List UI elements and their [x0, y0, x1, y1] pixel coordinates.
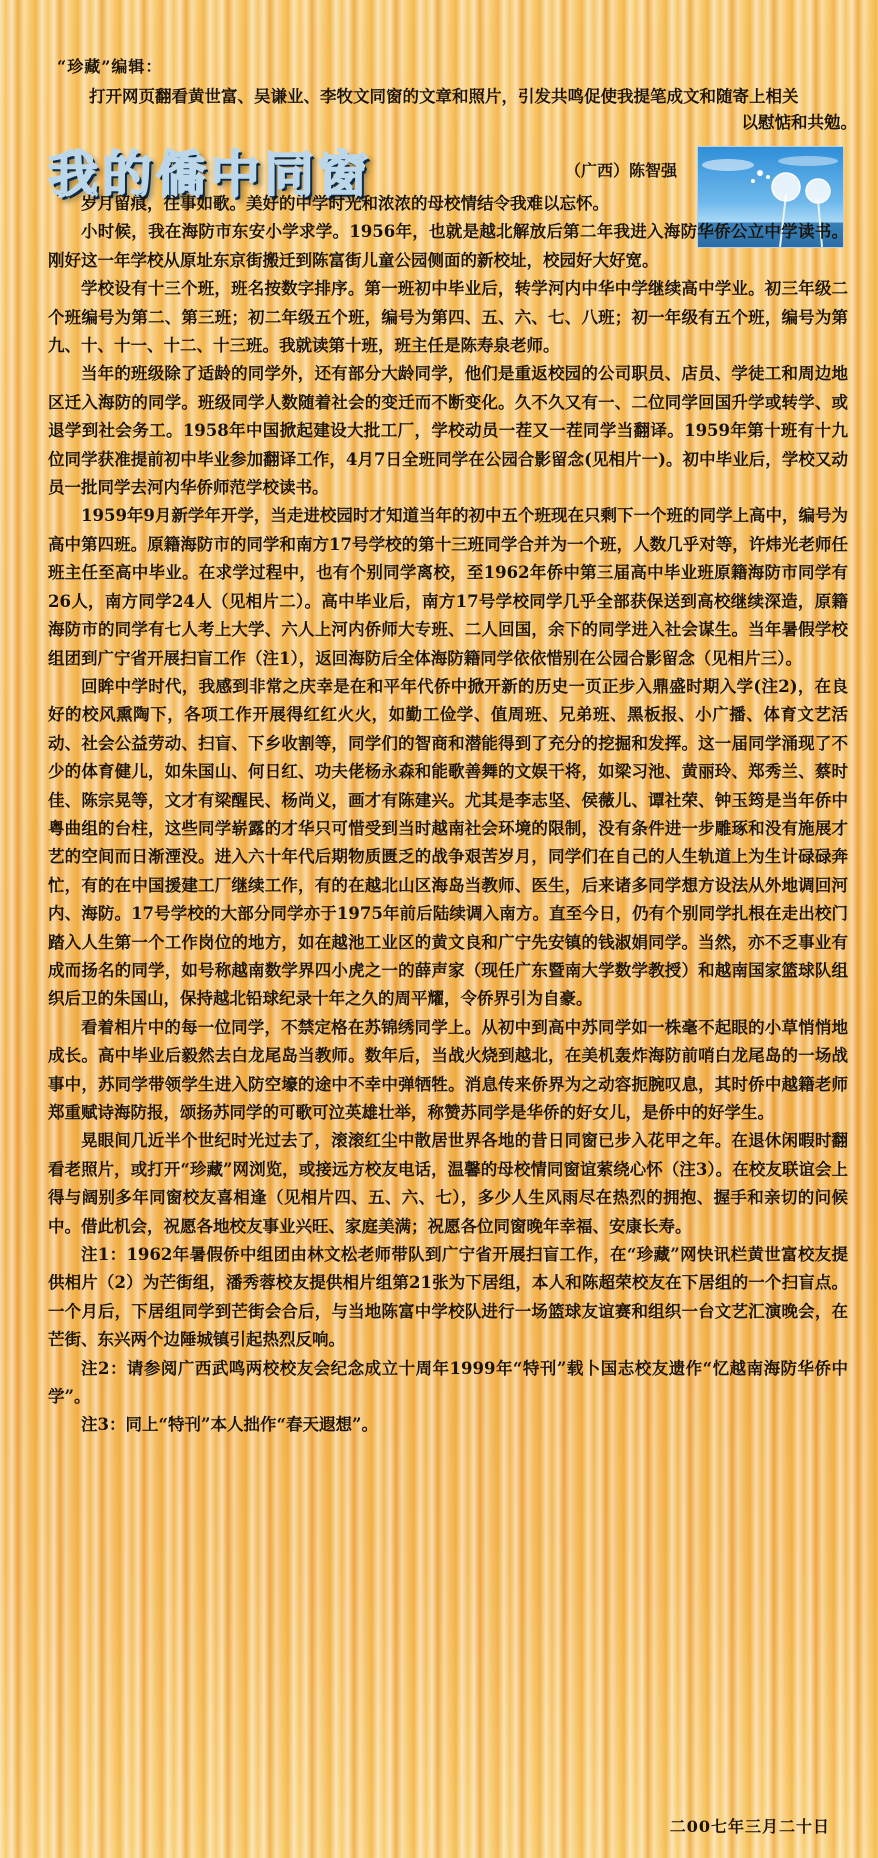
paragraph: 看着相片中的每一位同学，不禁定格在苏锦绣同学上。从初中到高中苏同学如一株毫不起眼的小草悄悄地成长。高中毕业后毅然去白龙尾岛当教师。数年后，当战火烧到越北，在美机轰炸海防前哨白龙尾岛的一场战事中，苏同学带领学生进入防空壕的途中不幸中弹牺牲。消息传来侨界为之动容扼腕叹息，其时侨中越籍老师郑重赋诗海防报，颂扬苏同学的可歌可泣英雄壮举，称赞苏同学是华侨的好女儿，是侨中的好学生。: [48, 1017, 848, 1122]
paragraph: 岁月留痕，往事如歌。美好的中学时光和浓浓的母校情结令我难以忘怀。: [81, 194, 609, 213]
note-paragraph: 注2：请参阅广西武鸣两校校友会纪念成立十周年1999年“特刊”载卜国志校友遗作“忆越南海防华侨中学”。: [48, 1358, 848, 1407]
note-paragraph: 注1：1962年暑假侨中组团由林文松老师带队到广宁省开展扫盲工作，在“珍藏”网快讯栏黄世富校友提供相片（2）为芒街组，潘秀蓉校友提供相片组第21张为下居组，本人和陈超荣校友在下居组的一个扫盲点。一个月后，下居组同学到芒街会合后，与当地陈富中学校队进行一场篮球友谊赛和组织一台文艺汇演晚会，在芒街、东兴两个边陲城镇引起热烈反响。: [48, 1245, 848, 1350]
paragraph: 回眸中学时代，我感到非常之庆幸是在和平年代侨中掀开新的历史一页正步入鼎盛时期入学(注2)，在良好的校风熏陶下，各项工作开展得红红火火，如勤工俭学、值周班、兄弟班、黑板报、小广播、体育文艺活动、社会公益劳动、扫盲、下乡收割等，同学们的智商和潜能得到了充分的挖掘和发挥。这一届同学涌现了不少的体育健儿，如朱国山、何日红、功夫佬杨永森和能歌善舞的文娱干将，如梁习池、黄丽玲、郑秀兰、蔡时佳、陈宗晃等，文才有梁醒民、杨尚义，画才有陈建兴。尤其是李志坚、侯薇儿、谭社荣、钟玉筠是当年侨中粤曲组的台柱，这些同学崭露的才华只可惜受到当时越南社会环境的限制，没有条件进一步雕琢和没有施展才艺的空间而日渐湮没。进入六十年代后期物质匮乏的战争艰苦岁月，同学们在自己的人生轨道上为生计碌碌奔忙，有的在中国援建工厂继续工作，有的在越北山区海岛当教师、医生，后来诸多同学想方设法从外地调回河内、海防。17号学校的大部分同学亦于1975年前后陆续调入南方。直至今日，仍有个别同学扎根在走出校门踏入人生第一个工作岗位的地方，如在越池工业区的黄文良和广宁先安镇的钱淑娟同学。当然，亦不乏事业有成而扬名的同学，如号称越南数学界四小虎之一的薛声家（现任广东暨南大学数学教授）和越南国家篮球队组织后卫的朱国山，保持越北铅球纪录十年之久的周平耀，令侨界引为自豪。: [48, 676, 848, 1009]
paragraph: 当年的班级除了适龄的同学外，还有部分大龄同学，他们是重返校园的公司职员、店员、学徒工和周边地区迁入海防的同学。班级同学人数随着社会的变迁而不断变化。久不久又有一、二位同学回国升学或转学、或退学到社会务工。1958年中国掀起建设大批工厂，学校动员一茬又一茬同学当翻译。1959年第十班有十九位同学获准提前初中毕业参加翻译工作，4月7日全班同学在公园合影留念(见相片一)。初中毕业后，学校又动员一批同学去河内华侨师范学校读书。: [48, 364, 848, 498]
paragraph: 晃眼间几近半个世纪时光过去了，滚滚红尘中散居世界各地的昔日同窗已步入花甲之年。在退休闲暇时翻看老照片，或打开“珍藏”网浏览，或接远方校友电话，温馨的母校情同窗谊萦绕心怀（注3）。在校友联谊会上得与阔别多年同窗校友喜相逢（见相片四、五、六、七），多少人生风雨尽在热烈的拥抱、握手和亲切的问候中。借此机会，祝愿各地校友事业兴旺、家庭美满；祝愿各位同窗晚年幸福、安康长寿。: [48, 1131, 848, 1236]
note-paragraph: 注3：同上“特刊”本人拙作“春天遐想”。: [81, 1415, 378, 1435]
intro-paragraph: [57, 84, 857, 136]
paragraph: 学校设有十三个班，班名按数字排序。第一班初中毕业后，转学河内中华中学继续高中学业。初三年级二个班编号为第二、第三班；初二年级五个班，编号为第四、五、六、七、八班；初一年级有五个班，编号为第九、十、十一、十二、十三班。我就读第十班，班主任是陈寿泉老师。: [48, 279, 848, 356]
signature-date: 二00七年三月二十日: [669, 1817, 830, 1836]
author-byline: （广西）陈智强: [565, 161, 678, 180]
paragraph: 小时候，我在海防市东安小学求学。1956年，也就是越北解放后第二年我进入海防华侨公立中学读书。刚好这一年学校从原址东京街搬迁到陈富街儿童公园侧面的新校址，校园好大好宽。: [48, 222, 848, 270]
article-title: 我的僑中同窗: [48, 146, 372, 204]
intro-main-text: 打开网页翻看黄世富、吴谦业、李牧文同窗的文章和照片，引发共鸣促使我提笔成文和随寄上相关: [89, 87, 799, 106]
editor-label: “珍藏”编辑：: [57, 57, 163, 76]
intro-tail-text: 以慰惦和共勉。: [741, 113, 857, 132]
article-body: [48, 190, 848, 1440]
paragraph: 1959年9月新学年开学，当走进校园时才知道当年的初中五个班现在只剩下一个班的同学上高中，编号为高中第四班。原籍海防市的同学和南方17号学校的第十三班同学合并为一个班，人数几乎对等，许炜光老师任班主任至高中毕业。在求学过程中，也有个别同学离校，至1962年侨中第三届高中毕业班原籍海防市同学有26人，南方同学24人（见相片二）。高中毕业后，南方17号学校同学几乎全部获保送到高校继续深造，原籍海防市的同学有七人考上大学、六人上河内侨师大专班、二人回国，余下的同学进入社会谋生。当年暑假学校组团到广宁省开展扫盲工作（注1），返回海防后全体海防籍同学依依惜别在公园合影留念（见相片三）。: [48, 506, 848, 668]
